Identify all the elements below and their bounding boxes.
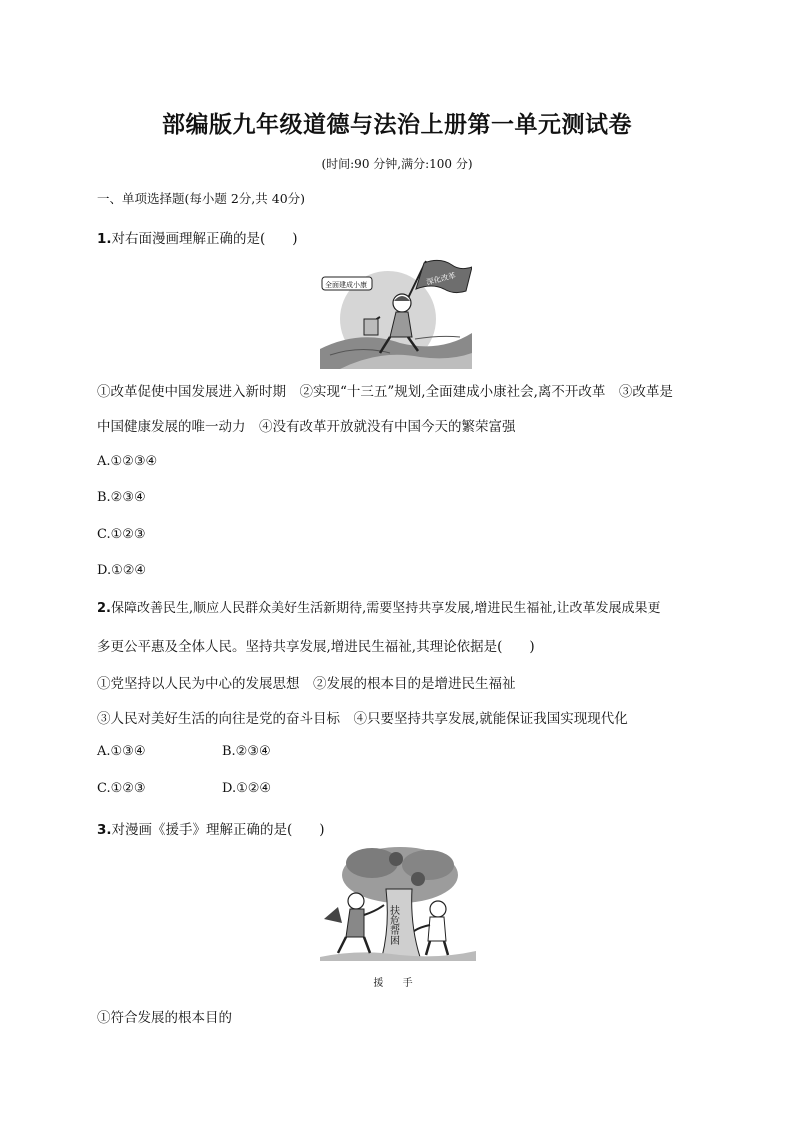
question-1-choices-line-1: ①改革促使中国发展进入新时期 ②实现“十三五”规划,全面建成小康社会,离不开改革 ③改革是 [97, 384, 673, 400]
reform-cartoon-image [320, 257, 472, 369]
question-1-option-b[interactable]: B.②③④ [97, 490, 146, 505]
question-1-option-a[interactable]: A.①②③④ [97, 454, 158, 469]
question-2-option-c[interactable]: C.①②③ [97, 781, 146, 796]
section-heading: 一、单项选择题(每小题 2分,共 40分) [97, 191, 306, 206]
question-3-choices-line-1: ①符合发展的根本目的 [97, 1010, 232, 1026]
question-number: 2. [97, 601, 111, 616]
question-text: 对右面漫画理解正确的是( ) [111, 231, 298, 247]
question-2-stem-line-2: 多更公平惠及全体人民。坚持共享发展,增进民生福祉,其理论依据是( ) [97, 639, 535, 655]
question-1-option-c[interactable]: C.①②③ [97, 527, 146, 542]
page-title: 部编版九年级道德与法治上册第一单元测试卷 [162, 112, 632, 138]
question-1-option-d[interactable]: D.①②④ [97, 563, 147, 578]
question-text: 对漫画《援手》理解正确的是( ) [111, 822, 325, 838]
question-1-stem [97, 227, 298, 247]
question-2-choices-line-1: ①党坚持以人民为中心的发展思想 ②发展的根本目的是增进民生福祉 [97, 676, 516, 692]
question-2-option-b[interactable]: B.②③④ [222, 744, 271, 759]
question-text: 保障改善民生,顺应人民群众美好生活新期待,需要坚持共享发展,增进民生福祉,让改革发展成果更 [110, 601, 661, 616]
cartoon-caption: 援 手 [373, 978, 421, 989]
question-2-choices-line-2: ③人民对美好生活的向往是党的奋斗目标 ④只要坚持共享发展,就能保证我国实现现代化 [97, 711, 628, 727]
helping-hand-cartoon-image [320, 845, 476, 961]
tree-trunk-text: 扶危帮困 [387, 905, 399, 945]
sign-text: 全面建成小康 [325, 281, 367, 289]
question-2-option-a[interactable]: A.①③④ [97, 744, 146, 759]
question-3-stem [97, 818, 325, 838]
question-2-option-d[interactable]: D.①②④ [222, 781, 272, 796]
question-1-choices-line-2: 中国健康发展的唯一动力 ④没有改革开放就没有中国今天的繁荣富强 [97, 419, 516, 435]
exam-info: (时间:90 分钟,满分:100 分) [321, 157, 473, 171]
question-number: 3. [97, 822, 112, 838]
flag-text: 深化改革 [425, 270, 457, 287]
question-2-stem-line-1 [97, 597, 661, 616]
question-number: 1. [97, 231, 112, 247]
